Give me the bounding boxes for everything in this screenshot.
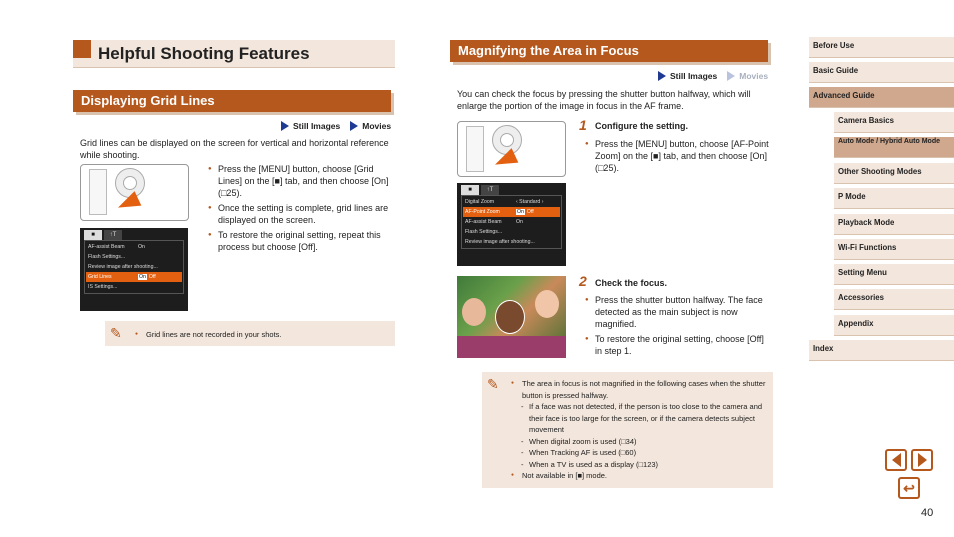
mode-movies: Movies — [739, 71, 769, 81]
mode-still-images: Still Images — [293, 121, 341, 131]
next-page-button[interactable] — [911, 449, 933, 471]
list-item: ● Once the setting is complete, grid lines are displayed on the screen. — [208, 202, 393, 226]
triangle-dim-icon — [727, 71, 735, 81]
menu-row: Flash Settings... — [88, 254, 126, 260]
note-item: ● The area in focus is not magnified in the following cases when the shutter button is pressed halfway. — [511, 378, 769, 401]
camera-illustration — [457, 121, 566, 177]
camera-tab-icon: ■ — [84, 230, 102, 240]
step-1-instructions — [585, 138, 770, 177]
nav-auto-mode[interactable]: Auto Mode / Hybrid Auto Mode — [834, 137, 954, 158]
note-list — [511, 378, 769, 482]
nav-accessories[interactable]: Accessories — [834, 289, 954, 310]
nav-p-mode[interactable]: P Mode — [834, 188, 954, 209]
note-item: ● Not available in [■] mode. — [511, 470, 769, 482]
note-subitem: - When digital zoom is used (□34) — [511, 436, 769, 448]
section-title-grid-lines: Displaying Grid Lines — [73, 90, 391, 112]
triangle-icon — [350, 121, 358, 131]
list-item: ● To restore the original setting, repeat this process but choose [Off]. — [208, 229, 393, 253]
dial-center-icon — [123, 176, 137, 190]
camera-screen-icon — [89, 169, 107, 215]
menu-row: Review image after shooting... — [465, 239, 535, 245]
step-number-1: 1 — [579, 117, 587, 133]
nav-wifi-functions[interactable]: Wi-Fi Functions — [834, 239, 954, 260]
children-photo — [457, 276, 566, 358]
page-number: 40 — [921, 507, 934, 519]
face-detected-icon — [495, 300, 525, 334]
mode-still-images: Still Images — [670, 71, 718, 81]
note-box-magnify — [482, 372, 773, 488]
menu-screen-grid — [80, 228, 188, 311]
back-button[interactable] — [898, 477, 920, 499]
pencil-icon: ✎ — [487, 376, 499, 392]
list-item: ● Press the [MENU] button, choose [AF-Point Zoom] on the [■] tab, and then choose [On] (□25). — [585, 138, 770, 174]
note-subitem: - When a TV is used as a display (□123) — [511, 459, 769, 471]
menu-row: Review image after shooting... — [88, 264, 158, 270]
menu-row: AF-assist Beam On — [465, 219, 523, 225]
clothes-shape — [457, 336, 566, 358]
nav-before-use[interactable]: Before Use — [809, 37, 954, 58]
nav-advanced-guide[interactable]: Advanced Guide — [809, 87, 954, 108]
dial-center-icon — [500, 133, 514, 147]
intro-grid-lines: Grid lines can be displayed on the screen for vertical and horizontal reference while shooting. — [80, 138, 389, 160]
page-title: Helpful Shooting Features — [98, 44, 310, 63]
title-marker — [73, 40, 91, 58]
triangle-icon — [658, 71, 666, 81]
menu-row: AF-assist Beam On — [88, 244, 145, 250]
section-title-magnify: Magnifying the Area in Focus — [450, 40, 768, 62]
note-text: ● Grid lines are not recorded in your shots. — [135, 329, 425, 341]
nav-playback-mode[interactable]: Playback Mode — [834, 214, 954, 235]
camera-illustration — [80, 164, 189, 221]
chevron-left-icon — [892, 453, 901, 467]
mode-movies: Movies — [362, 121, 392, 131]
menu-row-selected: AF-Point Zoom On Off — [463, 207, 560, 217]
camera-tab-icon: ■ — [461, 185, 479, 195]
face-icon — [535, 290, 559, 318]
list-item: ● Press the [MENU] button, choose [Grid Lines] on the [■] tab, and then choose [On] (□25). — [208, 163, 393, 199]
nav-camera-basics[interactable]: Camera Basics — [834, 112, 954, 133]
list-item: ● To restore the original setting, choose [Off] in step 1. — [585, 333, 770, 357]
note-box-grid — [105, 321, 395, 346]
nav-appendix[interactable]: Appendix — [834, 315, 954, 336]
nav-setting-menu[interactable]: Setting Menu — [834, 264, 954, 285]
chevron-right-icon — [918, 453, 927, 467]
step-2-instructions — [585, 294, 770, 360]
step-number-2: 2 — [579, 273, 587, 289]
return-icon: ↩ — [903, 480, 915, 496]
menu-row: IS Settings... — [88, 284, 118, 290]
face-icon — [462, 298, 486, 326]
menu-row: Flash Settings... — [465, 229, 503, 235]
menu-row: Digital Zoom ‹ Standard › — [465, 199, 544, 205]
note-subitem: - When Tracking AF is used (□60) — [511, 447, 769, 459]
nav-other-shooting-modes[interactable]: Other Shooting Modes — [834, 163, 954, 184]
step-title-1: Configure the setting. — [595, 121, 688, 131]
setup-tab-icon: ↑T — [481, 185, 499, 195]
camera-screen-icon — [466, 126, 484, 172]
nav-basic-guide[interactable]: Basic Guide — [809, 62, 954, 83]
list-item: ● Press the shutter button halfway. The face detected as the main subject is now magnified. — [585, 294, 770, 330]
step-title-2: Check the focus. — [595, 278, 668, 288]
triangle-icon — [281, 121, 289, 131]
menu-screen-af — [457, 183, 566, 266]
prev-page-button[interactable] — [885, 449, 907, 471]
nav-index[interactable]: Index — [809, 340, 954, 361]
instructions-grid — [208, 163, 393, 256]
intro-magnify: You can check the focus by pressing the shutter button halfway, which will enlarge the portion of the image in focus in the AF frame. — [457, 89, 751, 111]
setup-tab-icon: ↑T — [104, 230, 122, 240]
pencil-icon: ✎ — [110, 325, 122, 341]
menu-row-selected: Grid Lines On Off — [86, 272, 182, 282]
mode-indicators-magnify — [658, 71, 768, 81]
note-subitem: - If a face was not detected, if the person is too close to the camera and their face is too large for the screen, or if the camera detects subject movement — [511, 401, 769, 436]
mode-indicators-grid — [281, 121, 391, 131]
